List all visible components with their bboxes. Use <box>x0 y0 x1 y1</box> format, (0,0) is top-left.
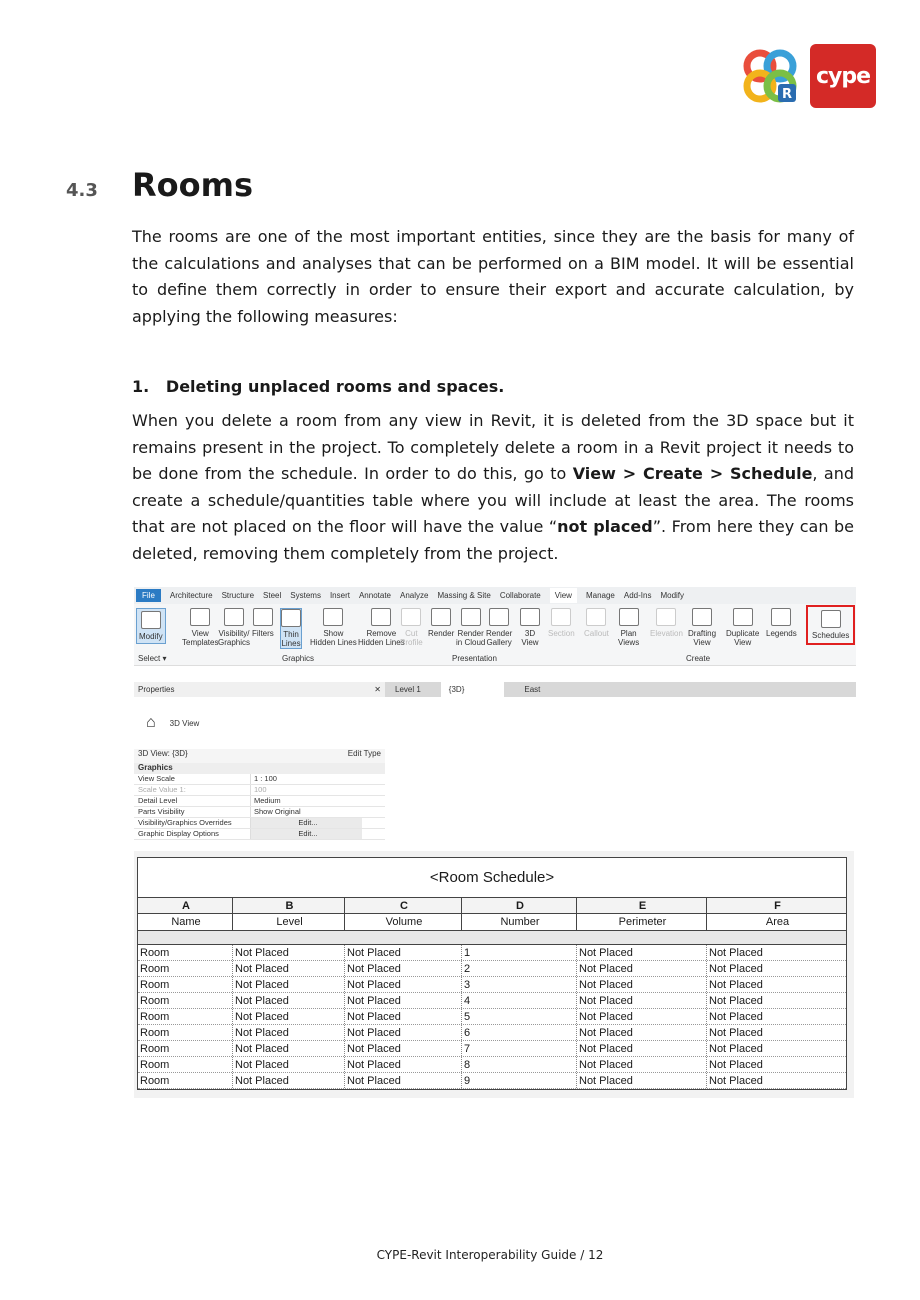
property-name: View Scale <box>138 774 175 783</box>
table-row <box>138 1009 846 1025</box>
table-row-cell: Not Placed <box>577 961 707 976</box>
table-row <box>138 961 846 977</box>
property-name: Visibility/Graphics Overrides <box>138 818 232 827</box>
property-name: Graphic Display Options <box>138 829 219 838</box>
render-icon <box>431 608 451 626</box>
ribbon-tab-massing-site[interactable]: Massing & Site <box>437 591 491 600</box>
elevation-icon <box>656 608 676 626</box>
table-row-cell: Not Placed <box>709 1059 763 1071</box>
ribbon <box>134 604 856 666</box>
ribbon-button-duplicate[interactable] <box>726 608 759 647</box>
table-row-cell: Not Placed <box>709 1011 763 1023</box>
close-icon[interactable]: ✕ <box>374 685 381 694</box>
section-number: 4.3 <box>66 180 98 201</box>
ribbon-tab-structure[interactable]: Structure <box>221 591 255 600</box>
button-label: View <box>191 629 209 638</box>
property-value[interactable]: Edit... <box>250 818 362 828</box>
table-row-cell: Not Placed <box>233 977 345 992</box>
button-label: View <box>521 638 539 647</box>
column-letter-row-cell: C <box>345 898 462 913</box>
table-row-cell: 9 <box>462 1073 577 1088</box>
table-row-cell: 7 <box>462 1041 577 1056</box>
column-header-row <box>138 914 846 930</box>
knot-logo-icon <box>740 46 802 108</box>
table-row-cell: Not Placed <box>345 1025 462 1040</box>
property-name: Detail Level <box>138 796 178 805</box>
column-letter-row-cell: D <box>462 898 577 913</box>
button-label: Hidden Lines <box>358 638 405 647</box>
column-header-row-cell: Number <box>462 914 577 930</box>
ribbon-button-legends[interactable] <box>766 608 797 638</box>
ribbon-tab-steel[interactable]: Steel <box>263 591 282 600</box>
button-label: Graphics <box>218 638 251 647</box>
ribbon-button-drafting[interactable] <box>688 608 716 647</box>
ribbon-button-elevation[interactable] <box>650 608 683 638</box>
column-header-row-cell: Volume <box>345 914 462 930</box>
table-row-cell: Not Placed <box>345 1073 462 1088</box>
column-letter-row-cell: A <box>138 898 233 913</box>
cype-brand: cype <box>810 44 876 108</box>
table-row <box>138 1025 846 1041</box>
group-create: Create <box>686 654 711 663</box>
ribbon-tab-systems[interactable]: Systems <box>290 591 321 600</box>
ribbon-button-3d[interactable] <box>520 608 540 647</box>
table-row-cell: Not Placed <box>709 1075 763 1087</box>
button-label: Plan <box>620 629 637 638</box>
table-row-cell: Not Placed <box>345 1041 462 1056</box>
legends-icon <box>771 608 791 626</box>
view-tabs <box>385 682 856 697</box>
table-row-cell: Not Placed <box>233 945 345 960</box>
table-row-cell: 8 <box>462 1057 577 1072</box>
view-tab[interactable]: Level 1 <box>395 685 421 694</box>
render-icon <box>489 608 509 626</box>
ribbon-tabs <box>134 587 856 604</box>
ribbon-tab-insert[interactable]: Insert <box>329 591 350 600</box>
intro-paragraph: The rooms are one of the most important entities, since they are the basis for many of the calculations and analyses that can be performed on a BIM model. It will be essential to define them correctly in order to ensure their export and accurate calculation, by applying the following measures: <box>132 227 854 326</box>
button-label: Views <box>618 638 640 647</box>
table-row-cell: Room <box>138 1009 233 1024</box>
room-schedule <box>137 857 847 1090</box>
ribbon-button-modify[interactable] <box>136 608 166 644</box>
table-row <box>138 993 846 1009</box>
button-label: View <box>693 638 711 647</box>
table-row-cell: Room <box>138 945 233 960</box>
item1-paragraph: When you delete a room from any view in Revit, it is deleted from the 3D space but it remains present in the project. To completely delete a room in a Revit project it needs to be done from the schedule. In order to do this, go to View > Create > Schedule, and create a schedule/quantities table where you will include at least the area. The rooms that are not placed on the floor will have the value “not placed”. From here they can be deleted, removing them completely from the project. <box>132 411 855 563</box>
table-row-cell: Room <box>138 1057 233 1072</box>
ribbon-button-schedules[interactable] <box>806 605 855 645</box>
table-row-cell: Not Placed <box>345 993 462 1008</box>
table-row-cell: Room <box>138 961 233 976</box>
schedule-title: <Room Schedule> <box>138 858 846 898</box>
table-row-cell: Not Placed <box>233 1009 345 1024</box>
ribbon-button-plan[interactable] <box>618 608 639 647</box>
property-value[interactable]: Show Original <box>250 807 362 817</box>
ribbon-button-render[interactable] <box>456 608 485 647</box>
section-icon <box>551 608 571 626</box>
duplicate-icon <box>733 608 753 626</box>
table-row-cell: Not Placed <box>709 995 763 1007</box>
column-letter-row-cell: F <box>707 898 846 913</box>
show-icon <box>323 608 343 626</box>
ribbon-button-remove[interactable] <box>358 608 405 647</box>
visibility-icon <box>224 608 244 626</box>
table-row-cell: 2 <box>462 961 577 976</box>
button-label: Elevation <box>650 629 683 638</box>
house-icon: ⌂ <box>146 714 156 731</box>
header-spacer <box>138 930 846 945</box>
properties-title: Properties <box>138 685 175 694</box>
table-row-cell: Room <box>138 1041 233 1056</box>
section-title: Rooms <box>132 166 253 204</box>
property-value[interactable]: Medium <box>250 796 362 806</box>
ribbon-button-callout[interactable] <box>584 608 609 638</box>
table-row-cell: Not Placed <box>233 1057 345 1072</box>
view-tab[interactable]: {3D} <box>441 682 505 697</box>
edit-type-button[interactable]: Edit Type <box>347 749 381 758</box>
table-row-cell: Not Placed <box>577 1025 707 1040</box>
ribbon-tab-view[interactable]: View <box>550 588 577 603</box>
button-label: Drafting <box>688 629 717 638</box>
ribbon-button-render[interactable] <box>428 608 454 638</box>
table-row-cell: Not Placed <box>577 977 707 992</box>
button-label: View <box>734 638 752 647</box>
group-presentation: Presentation <box>452 654 497 663</box>
table-row-cell: Not Placed <box>577 993 707 1008</box>
table-row-cell: Not Placed <box>233 993 345 1008</box>
table-row-cell: Not Placed <box>709 947 763 959</box>
ribbon-tab-modify[interactable]: Modify <box>660 591 685 600</box>
modify-icon <box>141 611 161 629</box>
button-label: Hidden Lines <box>310 638 357 647</box>
table-row-cell: 6 <box>462 1025 577 1040</box>
table-row <box>138 1073 846 1089</box>
table-row-cell: Room <box>138 977 233 992</box>
graphics-section: Graphics <box>134 763 385 774</box>
table-row-cell: Room <box>138 1025 233 1040</box>
view-tab[interactable]: East <box>524 685 541 694</box>
plan-icon <box>619 608 639 626</box>
button-label: Visibility/ <box>218 629 250 638</box>
table-row-cell: Not Placed <box>345 945 462 960</box>
ribbon-tab-annotate[interactable]: Annotate <box>358 591 391 600</box>
ribbon-button-thin[interactable] <box>280 608 302 649</box>
type-name: 3D View <box>169 718 200 728</box>
subheading: 1. Deleting unplaced rooms and spaces. <box>132 377 505 396</box>
table-row <box>138 945 846 961</box>
table-row <box>138 977 846 993</box>
table-row-cell: Not Placed <box>577 1057 707 1072</box>
property-row <box>134 807 385 818</box>
table-row-cell: Not Placed <box>709 979 763 991</box>
table-row-cell: Not Placed <box>233 1041 345 1056</box>
column-letter-row-cell: B <box>233 898 345 913</box>
column-header-row-cell: Area <box>765 916 790 928</box>
properties-panel <box>134 682 385 843</box>
ribbon-tab-analyze[interactable]: Analyze <box>400 591 429 600</box>
ribbon-tab-add-ins[interactable]: Add-Ins <box>623 591 652 600</box>
3d-icon <box>520 608 540 626</box>
column-letter-row-cell: E <box>577 898 707 913</box>
table-row-cell: Room <box>138 1073 233 1088</box>
table-row-cell: Not Placed <box>709 963 763 975</box>
ribbon-tab-collaborate[interactable]: Collaborate <box>499 591 541 600</box>
ribbon-button-cut[interactable] <box>400 608 423 647</box>
table-row-cell: Not Placed <box>577 1073 707 1088</box>
button-label: Thin <box>283 630 299 639</box>
property-value[interactable]: 1 : 100 <box>250 774 362 784</box>
table-row-cell: 5 <box>462 1009 577 1024</box>
svg-text:R: R <box>781 87 793 102</box>
group-select[interactable]: Select ▾ <box>138 654 167 663</box>
button-label: Profile <box>400 638 423 647</box>
table-row-cell: Room <box>138 993 233 1008</box>
ribbon-button-section[interactable] <box>548 608 575 638</box>
button-label: Duplicate <box>726 629 760 638</box>
table-row-cell: Not Placed <box>345 1057 462 1072</box>
table-row-cell: Not Placed <box>709 1027 763 1039</box>
table-row-cell: Not Placed <box>577 1009 707 1024</box>
table-row-cell: 1 <box>462 945 577 960</box>
table-row-cell: Not Placed <box>345 977 462 992</box>
ribbon-button-render[interactable] <box>486 608 512 647</box>
button-label: 3D <box>524 629 536 638</box>
page-footer: CYPE-Revit Interoperability Guide / 12 <box>376 1248 604 1262</box>
column-letter-row <box>138 898 846 914</box>
ribbon-tab-manage[interactable]: Manage <box>585 591 615 600</box>
group-graphics: Graphics <box>282 654 315 663</box>
drafting-icon <box>692 608 712 626</box>
button-label: Templates <box>182 638 219 647</box>
view-icon <box>190 608 210 626</box>
property-row <box>134 785 385 796</box>
property-row <box>134 818 385 829</box>
table-row-cell: Not Placed <box>233 1025 345 1040</box>
button-label: Render <box>428 629 455 638</box>
property-name: Parts Visibility <box>138 807 185 816</box>
property-row <box>134 796 385 807</box>
ribbon-button-visibility[interactable] <box>218 608 250 647</box>
column-header-row-cell: Name <box>138 914 233 930</box>
schedules-icon <box>821 610 841 628</box>
thin-icon <box>281 609 301 627</box>
ribbon-button-view[interactable] <box>182 608 218 647</box>
button-label: in Cloud <box>456 638 486 647</box>
button-label: Callout <box>584 629 609 638</box>
button-label: Legends <box>766 629 797 638</box>
table-row-cell: Not Placed <box>345 961 462 976</box>
table-row-cell: Not Placed <box>709 1043 763 1055</box>
property-value[interactable]: 100 <box>250 785 362 795</box>
table-row <box>138 1057 846 1073</box>
button-label: Gallery <box>486 638 512 647</box>
column-header-row-cell: Perimeter <box>577 914 707 930</box>
table-row-cell: Not Placed <box>345 1009 462 1024</box>
table-row <box>138 1041 846 1057</box>
remove-icon <box>371 608 391 626</box>
button-label: Cut <box>405 629 418 638</box>
table-row-cell: Not Placed <box>233 961 345 976</box>
button-label: Modify <box>139 632 163 641</box>
cut-icon <box>401 608 421 626</box>
table-row-cell: Not Placed <box>577 1041 707 1056</box>
button-label: Remove <box>366 629 397 638</box>
property-row <box>134 774 385 785</box>
column-header-row-cell: Level <box>233 914 345 930</box>
table-row-cell: 4 <box>462 993 577 1008</box>
button-label: Filters <box>252 629 274 638</box>
table-row-cell: 3 <box>462 977 577 992</box>
button-label: Section <box>548 629 575 638</box>
property-name: Scale Value 1: <box>138 785 186 794</box>
button-label: Lines <box>281 639 301 648</box>
ribbon-tab-architecture[interactable]: Architecture <box>169 591 213 600</box>
cype-logo <box>740 44 876 110</box>
property-row <box>134 829 385 840</box>
render-icon <box>461 608 481 626</box>
button-label: Render <box>457 629 484 638</box>
ribbon-button-filters[interactable] <box>252 608 274 638</box>
filters-icon <box>253 608 273 626</box>
revit-screenshot <box>134 587 856 843</box>
table-row-cell: Not Placed <box>233 1073 345 1088</box>
button-label: Render <box>486 629 513 638</box>
property-value[interactable]: Edit... <box>250 829 362 839</box>
table-row-cell: Not Placed <box>577 945 707 960</box>
ribbon-tab-file[interactable]: File <box>136 589 161 602</box>
callout-icon <box>586 608 606 626</box>
button-label: Schedules <box>812 631 850 640</box>
button-label: Show <box>323 629 344 638</box>
ribbon-button-show[interactable] <box>310 608 357 647</box>
view-selector[interactable]: 3D View: {3D} <box>138 749 188 758</box>
